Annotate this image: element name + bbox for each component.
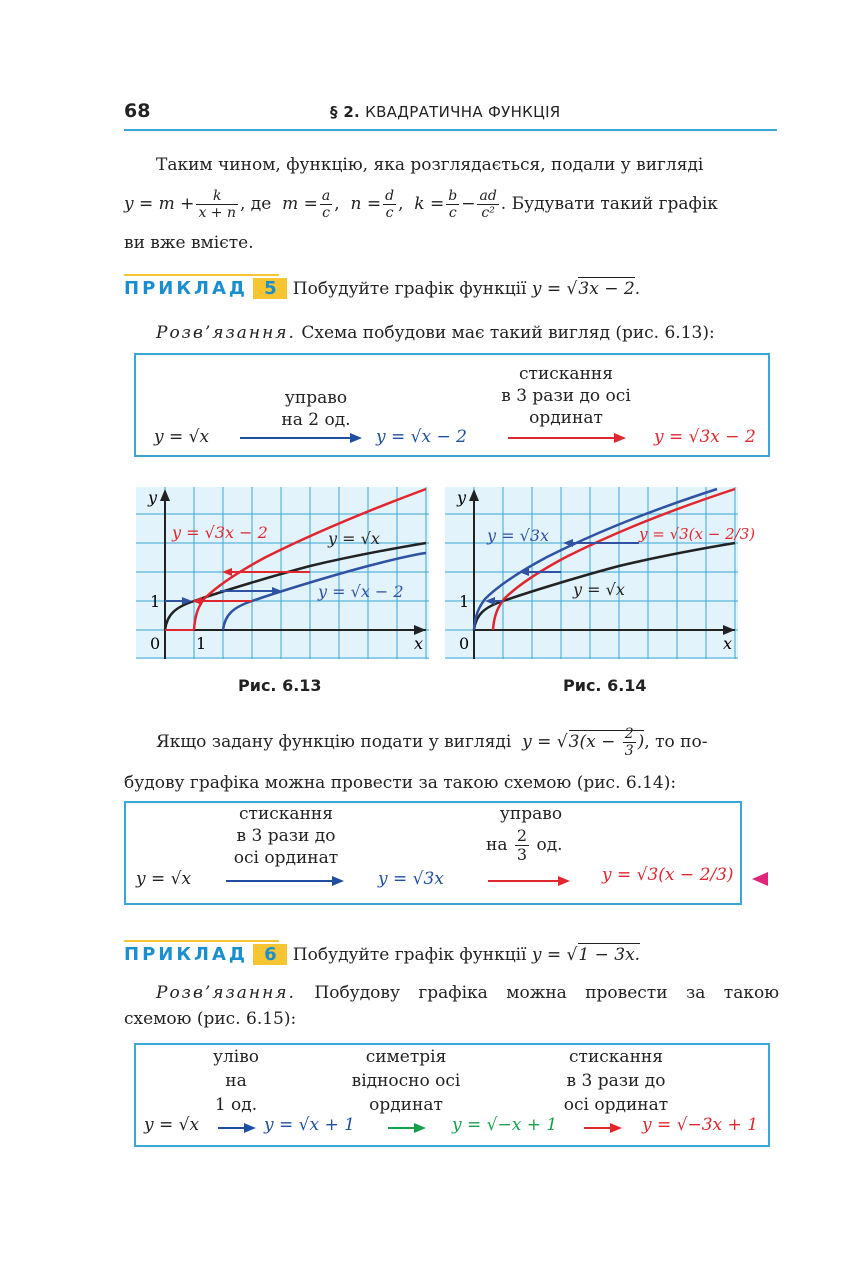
axis-x-label: x bbox=[414, 634, 424, 653]
example-6-rule bbox=[124, 940, 279, 942]
example-task: Побудуйте графік функції bbox=[292, 945, 527, 965]
step-line: в 3 рази до bbox=[236, 826, 336, 846]
step-line: на bbox=[225, 1071, 247, 1091]
solution-6 bbox=[124, 980, 779, 1032]
step-den: 3 bbox=[516, 845, 528, 864]
example-5-rule bbox=[124, 274, 279, 276]
origin-label: 0 bbox=[459, 634, 470, 653]
step-num: 2 bbox=[516, 826, 528, 845]
step-line: стискання bbox=[239, 804, 333, 824]
scheme3-arrow-3 bbox=[584, 1123, 622, 1133]
middle-tail: , то по- bbox=[644, 732, 708, 752]
intro-paragraph bbox=[124, 146, 779, 262]
middle-text: Якщо задану функцію подати у вигляді bbox=[156, 732, 512, 752]
scheme3-step2 bbox=[331, 1045, 481, 1117]
axis-x-label: x bbox=[723, 634, 733, 653]
x-one-label: 1 bbox=[196, 634, 207, 653]
fig13-red-label: y = √3x − 2 bbox=[172, 523, 268, 542]
n-eq: n = bbox=[350, 194, 382, 214]
fig14-black-label: y = √x bbox=[573, 580, 625, 599]
solution-5 bbox=[156, 314, 715, 352]
y-one-label: 1 bbox=[459, 592, 470, 611]
step-line: осі ординат bbox=[233, 848, 339, 868]
scheme2-step2-title: управо bbox=[499, 804, 563, 824]
scheme2-arrow-1 bbox=[226, 876, 344, 886]
running-header bbox=[330, 103, 561, 121]
example-number: 6 bbox=[253, 944, 287, 965]
task-formula: 3x − 2 bbox=[578, 279, 635, 299]
fig14-blue-label: y = √3x bbox=[487, 526, 550, 545]
k1-num: b bbox=[448, 188, 458, 204]
step-line: на 2 од. bbox=[281, 410, 351, 430]
step-line: 1 од. bbox=[214, 1095, 258, 1115]
step-line: симетрія bbox=[365, 1047, 447, 1067]
scheme2-step2 bbox=[486, 827, 563, 864]
k-eq: k = bbox=[414, 194, 445, 214]
scheme3-f1: y = √x + 1 bbox=[264, 1115, 355, 1135]
figure-6-14 bbox=[445, 487, 756, 659]
scheme-box-1 bbox=[134, 353, 770, 457]
fig14-red-label: y = √3(x − 2/3) bbox=[639, 525, 756, 543]
scheme3-arrow-2 bbox=[388, 1123, 426, 1133]
step-line: в 3 рази до осі bbox=[501, 386, 631, 406]
scheme2-end: y = √3(x − 2/3) bbox=[602, 865, 734, 885]
intro-line-3: ви вже вмієте. bbox=[124, 233, 254, 253]
scheme2-mid: y = √3x bbox=[378, 869, 444, 889]
scheme-box-2 bbox=[124, 801, 742, 905]
example-number: 5 bbox=[253, 278, 287, 299]
step-line: осі ординат bbox=[563, 1095, 669, 1115]
axis-y-label: y bbox=[457, 488, 467, 507]
k2-den: c² bbox=[481, 205, 495, 221]
scheme1-arrow-1 bbox=[240, 433, 362, 443]
y-one-label: 1 bbox=[150, 592, 161, 611]
origin-label: 0 bbox=[150, 634, 161, 653]
solution-text: Побудову графіка можна провести за такою bbox=[314, 983, 779, 1003]
step-od: од. bbox=[536, 835, 563, 855]
scheme1-start: y = √x bbox=[154, 427, 210, 447]
figure-6-13-caption: Рис. 6.13 bbox=[238, 676, 322, 695]
formula-prefix: y = m + bbox=[124, 194, 195, 214]
n-den: c bbox=[385, 205, 394, 221]
scheme1-step2 bbox=[476, 363, 656, 429]
scheme3-f3: y = √−3x + 1 bbox=[642, 1115, 759, 1135]
m-eq: m = bbox=[282, 194, 318, 214]
step-line: уліво bbox=[212, 1047, 260, 1067]
scheme3-step3 bbox=[546, 1045, 686, 1117]
step-line: стискання bbox=[519, 364, 613, 384]
fig13-black-label: y = √x bbox=[328, 529, 380, 548]
figure-6-13 bbox=[136, 487, 429, 659]
solution-6-line-2: схемою (рис. 6.15): bbox=[124, 1009, 297, 1029]
frac-den: x + n bbox=[198, 205, 236, 221]
n-num: d bbox=[385, 188, 395, 204]
example-label: ПРИКЛАД bbox=[124, 944, 248, 965]
task-formula: 1 − 3x. bbox=[578, 945, 641, 965]
page-number: 68 bbox=[124, 100, 151, 122]
scheme2-start: y = √x bbox=[136, 869, 192, 889]
scheme1-step1 bbox=[236, 387, 396, 431]
solution-6-line-1 bbox=[124, 980, 779, 1006]
figure-6-14-caption: Рис. 6.14 bbox=[563, 676, 647, 695]
end-marker-icon bbox=[752, 872, 768, 886]
k2-num: ad bbox=[479, 188, 497, 204]
frac-num: k bbox=[196, 188, 238, 205]
scheme1-mid: y = √x − 2 bbox=[376, 427, 467, 447]
solution-text: Схема побудови має такий вигляд (рис. 6.13): bbox=[301, 323, 715, 343]
scheme3-arrow-1 bbox=[218, 1123, 256, 1133]
m-den: c bbox=[322, 205, 331, 221]
example-task: Побудуйте графік функції bbox=[292, 279, 527, 299]
axis-y-label: y bbox=[148, 488, 158, 507]
middle-line-2: будову графіка можна провести за такою схемою (рис. 6.14): bbox=[124, 773, 677, 793]
step-line: управо bbox=[284, 388, 348, 408]
section-number: § 2. bbox=[330, 103, 361, 121]
header-rule bbox=[124, 129, 777, 131]
example-6-heading: ПРИКЛАД 6 Побудуйте графік функції y = √1 − 3x. bbox=[124, 944, 641, 965]
intro-line-1: Таким чином, функцію, яка розглядається, подали у вигляді bbox=[156, 155, 704, 175]
intro-formula-line: y = m + $\frac{k}{x + n}$ , де m = $\frac{a}{c}$ , n = $\frac{d}{c}$ , k = $\frac{b}{c}$ − $\frac{ad}{\text{c²}}$ . Будувати такий графік bbox=[124, 188, 718, 221]
step-line: в 3 рази до bbox=[566, 1071, 666, 1091]
step-line: відносно осі bbox=[351, 1071, 461, 1091]
k1-den: c bbox=[448, 205, 457, 221]
section-title: КВАДРАТИЧНА ФУНКЦІЯ bbox=[365, 103, 561, 121]
text-de: , де bbox=[239, 194, 272, 214]
middle-line-1: Якщо задану функцію подати у вигляді y = √3(x − $\frac{2}{3}$ ), то по- bbox=[156, 726, 708, 759]
scheme3-f2: y = √−x + 1 bbox=[452, 1115, 558, 1135]
scheme3-start: y = √x bbox=[144, 1115, 200, 1135]
scheme2-arrow-2 bbox=[488, 876, 570, 886]
solution-word: Розв’язання. bbox=[156, 323, 296, 343]
step-line: ординат bbox=[369, 1095, 443, 1115]
scheme3-step1 bbox=[186, 1045, 286, 1117]
example-label: ПРИКЛАД bbox=[124, 278, 248, 299]
intro-tail: . Будувати такий графік bbox=[500, 194, 718, 214]
scheme1-end: y = √3x − 2 bbox=[654, 427, 756, 447]
solution-word: Розв’язання. bbox=[156, 983, 296, 1003]
scheme1-arrow-2 bbox=[508, 433, 626, 443]
example-5-heading: ПРИКЛАД 5 Побудуйте графік функції y = √3x − 2. bbox=[124, 278, 641, 299]
m-num: a bbox=[321, 188, 331, 204]
step-line: ординат bbox=[529, 408, 603, 428]
scheme-box-3 bbox=[134, 1043, 770, 1147]
scheme2-step1 bbox=[216, 803, 356, 869]
step-line: стискання bbox=[569, 1047, 663, 1067]
step-na: на bbox=[486, 835, 508, 855]
fig13-blue-label: y = √x − 2 bbox=[318, 582, 404, 601]
